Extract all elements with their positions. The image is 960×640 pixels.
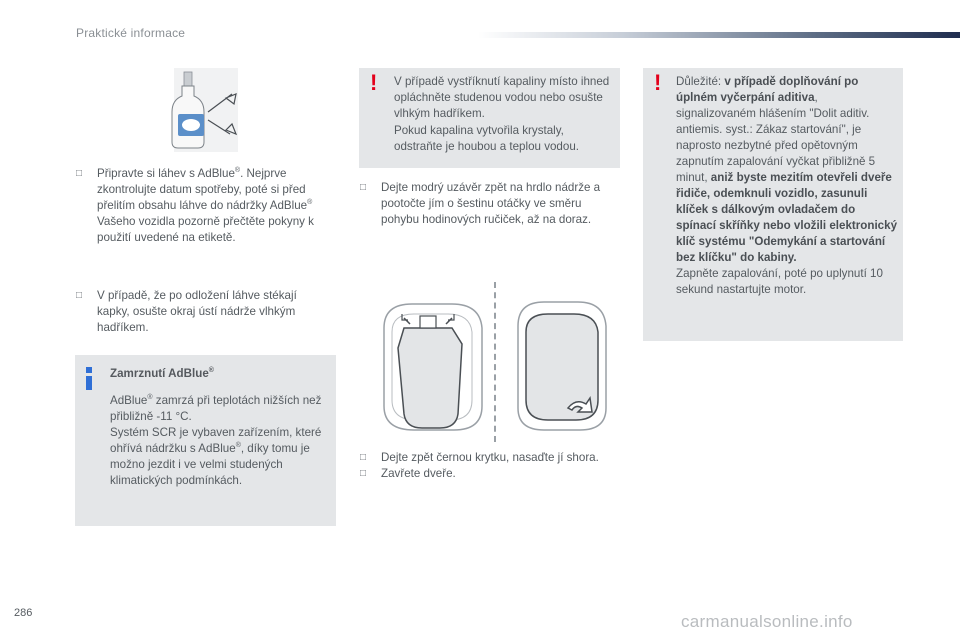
step-prepare-bottle: □ Připravte si láhev s AdBlue®. Nejprve zkontrolujte datum spotřeby, poté si před přelitím obsahu láhve do nádržky AdBlue® Vašeho vozidla pozorně přečtěte pokyny k použití uvedené na etiketě. [76,167,314,244]
watermark-text: carmanualsonline.info [681,612,853,631]
info-box-text-2: Systém SCR je vybaven zařízením, které ohřívá nádržku s AdBlue®, díky tomu je možno jezdit i ve velmi studených klimatických podmínkách. [110,426,322,487]
illustration-divider [494,282,496,442]
warning-icon: ! [654,70,662,95]
header-gradient-bar [478,32,960,38]
info-icon-dot [86,367,92,373]
checkbox-bullet-icon: □ [360,468,367,479]
checkbox-bullet-icon: □ [360,452,367,463]
info-box-text-1: AdBlue® zamrzá při teplotách nižších než přibližně -11 °C. [110,394,322,423]
step-close-door: □ Zavřete dveře. [360,467,456,480]
page-header-title: Praktické informace [76,26,186,40]
adblue-bottle-illustration [168,68,244,152]
step-blue-cap: □ Dejte modrý uzávěr zpět na hrdlo nádrže a pootočte jím o šestinu otáčky ve směru pohybu hodinových ručiček, až na doraz. [360,181,601,226]
info-icon [86,376,92,390]
warning-important-text: Důležité: v případě doplňování po úplném vyčerpání aditiva, signalizovaném hlášením "Dolit aditiv. antiemis. syst.: Zákaz startování", je naprosto nezbytné před opětovným zapnutím zapalování vyčkat přibližně 5 minut, aniž byste mezitím otevřeli dveře řidiče, odemknuli vozidlo, zasunuli klíček s dálkovým ovladačem do spínací skříňky nebo vložili elektronický klíč systému "Odemykání a startování bez klíčku" do kabiny. Zapněte zapalování, poté po uplynutí 10 sekund nastartujte motor. [676,75,898,296]
warning-splash-text-2: Pokud kapalina vytvořila krystaly, odstraňte je houbou a teplou vodou. [394,124,580,153]
cap-refit-illustration-left [376,298,488,436]
step-black-cover: □ Dejte zpět černou krytku, nasaďte jí shora. [360,451,599,464]
step-wipe-drops: □ V případě, že po odložení láhve stékají kapky, osušte okraj ústí nádrže vlhkým hadříkem. [76,289,297,334]
warning-splash-text-1: V případě vystříknutí kapaliny místo ihned opláchněte studenou vodou nebo osušte vlhkým hadříkem. [394,75,610,120]
checkbox-bullet-icon: □ [360,182,367,193]
cap-refit-illustration-right [512,298,608,436]
checkbox-bullet-icon: □ [76,168,83,179]
info-box-title: Zamrznutí AdBlue® [110,367,214,380]
page-number: 286 [14,607,33,619]
warning-icon: ! [370,70,378,95]
checkbox-bullet-icon: □ [76,290,83,301]
